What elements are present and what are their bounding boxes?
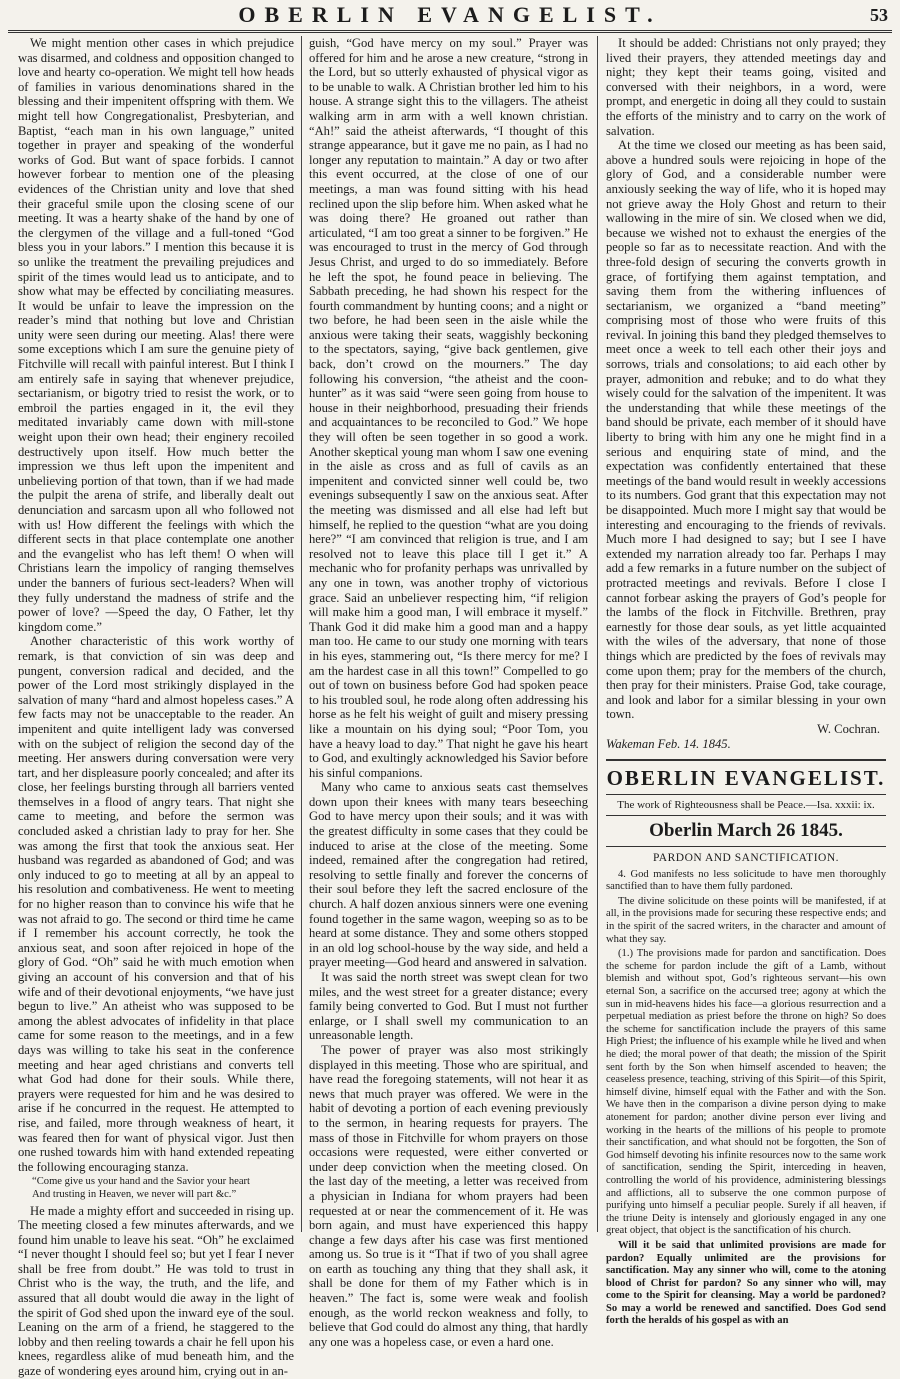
paragraph: It was said the north street was swept clean for two miles, and the west street for a greater distance; every family being converted to God. But I must not further enlarge, or I shall swell my communication to an unreasonable length.	[309, 970, 588, 1043]
paragraph: Many who came to anxious seats cast themselves down upon their knees with many tears beseeching God to have mercy upon their souls; and it was with the greatest difficulty in some cases that they could be induced to arise at the close of the meeting. Some indeed, remained after the congregation had retired, resolving to settle finally and forever the concerns of their soul before they left the sacred enclosure of the church. A half dozen anxious sinners were one evening found together in the same wagon, weeping so as to be heard at some distance. They and some others stopped in an old log school-house by the way side, and held a prayer meeting—God heard and answered in salvation.	[309, 780, 588, 970]
dateline: Wakeman Feb. 14. 1845.	[606, 736, 731, 751]
column-1	[18, 36, 294, 1379]
poem-stanza	[32, 1176, 294, 1201]
column-divider	[597, 36, 598, 1232]
column-divider	[301, 36, 302, 1232]
paragraph: Will it be said that unlimited provisions are made for pardon? Equally unlimited are the provisions for sanctification. May any sinner who will, come to the atoning blood of Christ for pardon? So any sinner who will, may come to the Spirit for cleansing. May a world be pardoned? So may a world be renewed and sanctified. Does God send forth the heralds of his gospel as with an	[606, 1239, 886, 1327]
poem-line: “Come give us your hand and the Savior your heart	[32, 1176, 250, 1188]
paragraph: At the time we closed our meeting as has been said, above a hundred souls were rejoicing in hope of the glory of God, and a considerable number were anxiously seeking the way of life, who it is hoped may not grieve away the Holy Ghost and return to their wallowing in the mire of sin. We closed when we did, because we wished not to exhaust the energies of the people so far as to necessitate reaction. And with the three-fold design of securing the converts growth in grace, of fortifying them against temptation, and saving them from the withering influences of sectarianism, we organized a “band meeting” comprising most of those who were fruits of this revival. In joining this band they pledged themselves to meet once a week to tell each other their joys and sorrows, trials and consolations; to aid each other by prayer, admonition and rebuke; and to do what they wisely could for the salvation of the impenitent. It was the understanding that while these meetings of the band should be private, each member of it should have liberty to bring with him any one he might find in a serious and enquiring state of mind, and the expectation was confidently entertained that these meetings of the band would result in weekly accessions to its numbers. God grant that this expectation may not be disappointed. Much more I might say that would be interesting and encouraging to the friends of revivals. Much more I had designed to say; but I see I have extended my narration already too far. Perhaps I may add a few remarks in a future number on the subject of protracted meetings and revivals. Before I close I cannot forbear asking the prayers of God’s people for the lambs of the flock in Fitchville. Brethren, pray earnestly for those dear souls, as yet little acquainted with the wiles of the adversary, that none of those things which are predicted by the foes of revivals may come upon them; pray for the members of the church, then pray for their ministers. Praise God, take courage, and look and labor for a similar blessing in your own town.	[606, 138, 886, 722]
section-heading: PARDON AND SANCTIFICATION.	[652, 852, 840, 865]
page-number: 53	[870, 5, 888, 25]
column-3	[606, 36, 886, 1327]
paragraph: The power of prayer was also most strikingly displayed in this meeting. Those who are spiritual, and have read the foregoing statements, will not hear it as news that much prayer was offered. We were in the habit of devoting a portion of each evening previously to the sermon, in hearing requests for prayers. The mass of those in Fitchville for whom prayers on those occasions were requested, were either converted or under deep conviction when the meeting closed. On the last day of the meeting, a letter was received from a physician in Indiana for whom prayers had been requested at or near the commencement of it. He was born again, and must have experienced this happy change a few days after his case was first mentioned among us. So true is it “That if two of you shall agree on earth as touching any thing that they shall ask, it shall be done for them of my Father which is in heaven.” The fact is, some were weak and foolish enough, as the world reckon weakness and folly, to believe that God could do almost any thing, that hardly any one was a hopeless case, or even a hard one.	[309, 1042, 588, 1349]
paragraph: Another characteristic of this work worthy of remark, is that conviction of sin was deep and pungent, conversion radical and decided, and the power of the Lord most strikingly displayed in the salvation of many “hard and almost hopeless cases.” A few facts may not be unacceptable to the reader. An impenitent and quite intelligent lady was conversed with on the subject of religion the second day of the meeting. Her answers during conversation were very tart, and her displeasure poorly concealed; and after its close, her feelings bursting through all barriers vented themselves in a flood of angry tears. That night she came to meeting, and before the sermon was concluded asked a christian lady to pray for her. She was among the first that took the anxious seat. Her husband was regarded as abandoned of God; and was only induced to go to meeting at all by an appeal to his resolution and combativeness. He went to meeting for no higher reason than to convince his wife that he was not afraid to go. The second or third time he came if I remember his account correctly, he took the anxious seat, and soon after rejoiced in hope of the glory of God. “Oh” said he with much emotion when giving an account of his conversion and that of his wife and of their devotional enjoyments, “we have just begun to live.” An atheist who was supposed to be among the ablest advocates of infidelity in that place came for some reason to the meetings, and in a few days was willing to take his seat in the conference meeting and hear aged christians and converts tell what God had done for their souls. While there, prayers were requested for him and he was desired to arise if he concurred in the request. He attempted to rise, and failed, more through weakness of heart, it was feared then for want of physical vigor. Just then one rushed towards him with hand extended repeating the following encouraging stanza.	[18, 634, 294, 1174]
motto: The work of Righteousness shall be Peace.—Isa. xxxii: ix.	[617, 799, 875, 812]
masthead-rule	[606, 759, 886, 761]
masthead: OBERLIN EVANGELIST.	[606, 766, 886, 791]
paragraph: guish, “God have mercy on my soul.” Prayer was offered for him and he arose a new creature, “strong in the Lord, but so utterly exhausted of physical vigor as to be unable to walk. A Christian brother led him to his house. A strange sight this to the villagers. The atheist walking arm in arm with a well known christian. “Ah!” said the atheist afterwards, “I thought of this strange appearance, but it gave me no pain, as I had no longer any reputation to maintain.” A day or two after this event occurred, at the close of one of our meetings, a man was found sitting with his head reclined upon the slip before him. When asked what he was doing there? He groaned out rather than articulated, “I am too great a sinner to be forgiven.” He was encouraged to trust in the mercy of God through Jesus Christ, and urged to do so immediately. Before he left the spot, he found peace in believing. The Sabbath preceding, he had shown his respect for the fourth commandment by hunting coons; and a night or two before, he had been seen in the aisle while the anxious were taking their seats, waggishly beckoning to the spectators, saying, “give back gentlemen, give back, don’t crowd on the mourners.” The day following his conversion, “the atheist and the coon-hunter” as it was said “were seen going from house to house in their neighborhood, presuading their friends and acquaintances to be reconciled to God.” We hope they will often be seen together in so good a work. Another skeptical young man whom I saw one evening in the aisle as cross and as full of cavils as an impenitent and convicted sinner well could be, two evenings subsequently I saw on the anxious seat. After the meeting was dismissed and all else had left but himself, he replied to the question “what are you doing here?” “I am convinced that religion is true, and I am resolved not to leave this place till I get it.” A mechanic who for profanity perhaps was unrivalled by any one in town, was another trophy of victorious grace. Said an unbeliever respecting him, “if religion will make him a good man, I will embrace it myself.” Thank God it did make him a good man and a happy man too. He came to our study one morning with tears in his eyes, stammering out, “Is there mercy for me? I am the hardest case in all this town!” Compelled to go out of town on business before God had spoken peace to his troubled soul, he rode along often addressing his horse as he felt his weight of guilt and misery pressing like a mountain on his dying soul; “Poor Tom, you have a heavy load to day.” That night he gave his heart to God, and exultingly acknowledged his Savior before his sinful companions.	[309, 36, 588, 780]
masthead-rule	[606, 815, 886, 816]
signature: W. Cochran.	[817, 721, 880, 736]
running-head	[0, 2, 900, 28]
paragraph: 4. God manifests no less solicitude to have men thoroughly sanctified than to have them fully pardoned.	[606, 868, 886, 893]
paragraph: (1.) The provisions made for pardon and sanctification. Does the scheme for pardon include the gift of a Lamb, without blemish and without spot, God’s righteous servant—his own eternal Son, a sacrifice on the accursed tree; agony at which the sun in mid-heavens hides his face—a glorious resurrection and a perpetual mediation as priest before the throne on high? So does the scheme for sanctification include the prayers of this same High Priest; the influence of his example while he lived and when he died; the moral power of that death; the mission of the Spirit sent forth by the Son when himself ascended to heaven; the ceaseless presence, teaching, striving of this Spirit—of this Spirit, himself divine, himself equal with the Father and with the Son. We have then in the comparison a divine person dying to make atonement for pardon; another divine person ever living and working in the hearts of the millions of his people to promote their sanctification, and what should not be forgotten, the Son of God himself devoting his infinite resources now to the same work of sanctification, sending the Spirit, interceding in heaven, controlling the world of his providence, administering blessings and afflictions, all to subserve the one common purpose of purifying unto himself a peculiar people. Surely if all heaven, if the triune Deity is intensely and gloriously engaged in any one great object, that object is the sanctification of his church.	[606, 948, 886, 1237]
masthead-rule	[606, 846, 886, 847]
top-rule	[8, 30, 892, 33]
paragraph: The divine solicitude on these points will be manifested, if at all, in the provisions made for securing these respective ends; and in the spirit of the sacred writers, in the character and amount of what they say.	[606, 895, 886, 945]
masthead-rule	[606, 794, 886, 795]
date-heading: Oberlin March 26 1845.	[649, 820, 843, 842]
column-2	[309, 36, 588, 1349]
paragraph: We might mention other cases in which prejudice was disarmed, and coldness and opposition changed to love and hearty co-operation. We might tell how heads of families in various denominations shared in the blessing and their impenitent offspring with them. We might tell how Congregationalist, Presbyterian, and Baptist, “each man in his own language,” united together in prayer and speaking of the wonderful works of God. But want of space forbids. I cannot however forbear to mention one of the pleasing evidences of the Christian unity and love that shed their graceful smile upon the closing scene of our meeting. It was a hearty shake of the hand by one of the clergymen of the village and a full-toned “God bless you in your labors.” I mention this because it is so unlike the treatment the prevailing prejudices and spirit of the times would lead us to anticipate, and to show what may be effected by conciliating measures. It would be unfair to leave the impression on the reader’s mind that nothing but love and Christian unity were seen during our meeting. Alas! there were some exceptions which I am sure the genuine piety of Fitchville will recall with painful interest. But I think I am entirely safe in saying that whenever prejudice, sectarianism, or bigotry tried to resist the work, or to embroil the parties engaged in it, the evil they meditated invariably came down with mill-stone weight upon their own head; their enginery recoiled destructively upon itself. How much better the impression we thus left upon the impenitent and unbelieving portion of that town, than if we had made the pulpit the arena of strife, and liberally dealt out denunciation and sarcasm upon all who followed not with us! How different the feelings with which the different sects in that place contemplate one another and the evangelist who has left them! O when will Christians learn the impolicy of ranging themselves under the banners of furious sect-leaders? When will they fully understand the madness of strife and the power of love? —Speed the day, O Father, let thy kingdom come.”	[18, 36, 294, 634]
running-head-title: OBERLIN EVANGELIST.	[238, 2, 662, 27]
poem-line: And trusting in Heaven, we never will part &c.”	[32, 1188, 237, 1200]
paragraph: It should be added: Christians not only prayed; they lived their prayers, they attended meetings day and night; they kept their teams going, visited and conversed with their neighbors, in a word, were prompt, and energetic in doing all they could to sustain the efforts of the ministry and to carry on the work of salvation.	[606, 36, 886, 138]
paragraph: He made a mighty effort and succeeded in rising up. The meeting closed a few minutes afterwards, and we found him unable to leave his seat. “Oh” he exclaimed “I never thought I should feel so; but yet I fear I never shall be free from doubt.” He was told to trust in Christ who is the way, the truth, and the life, and assured that all doubt would die away in the light of the spirit of God shed upon the inward eye of the soul. Leaning on the arm of a friend, he staggered to the lobby and then reeling towards a chair he fell upon his knees, regardless alike of mud beneath him, and the gaze of wondering eyes around him, crying out in an-	[18, 1203, 294, 1379]
article-body	[606, 869, 886, 1328]
